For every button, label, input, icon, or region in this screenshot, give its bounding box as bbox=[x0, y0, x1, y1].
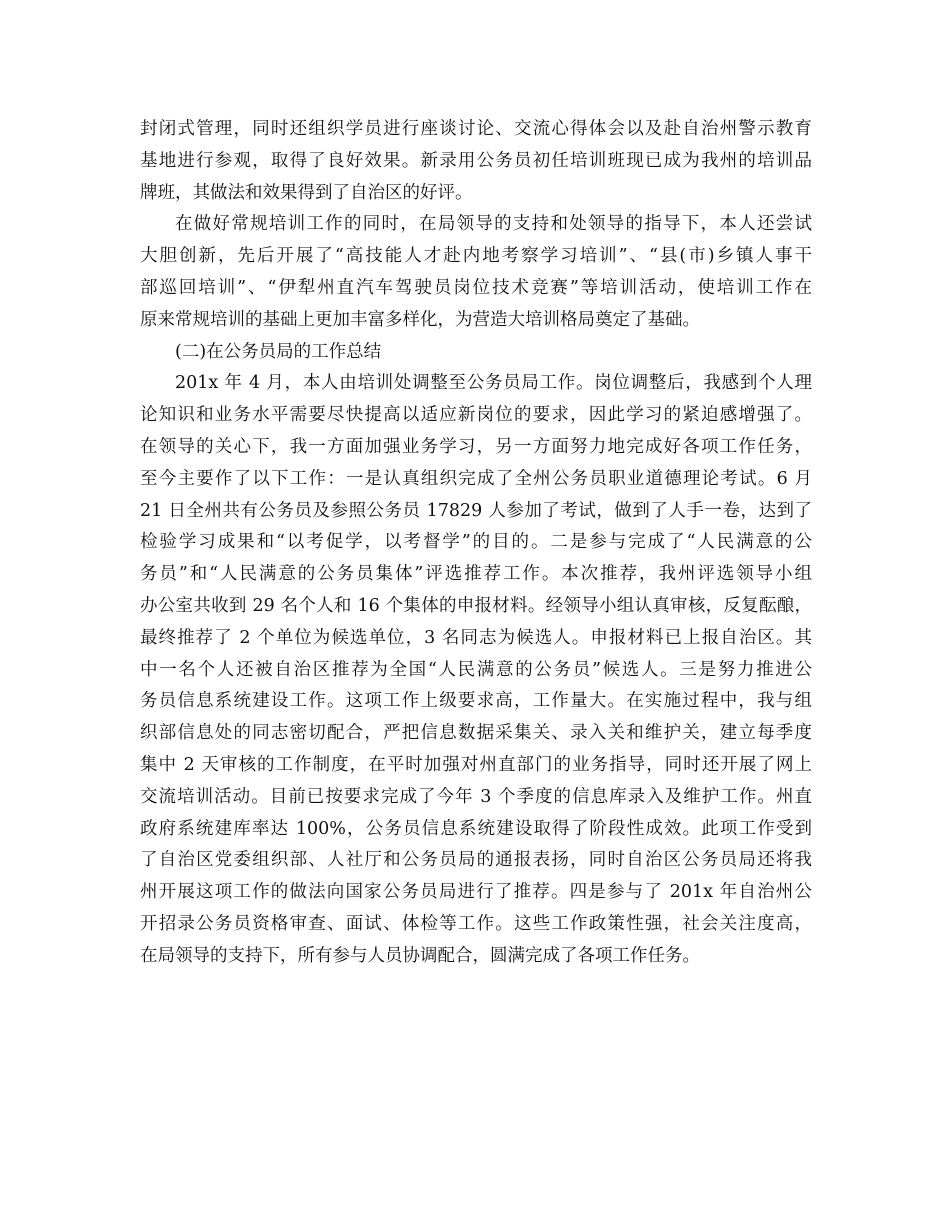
text-line: 封闭式管理，同时还组织学员进行座谈讨论、交流心得体会以及赴自治州警示教育 bbox=[140, 119, 812, 139]
text-line: 政府系统建库率达 100%，公务员信息系统建设取得了阶段性成效。此项工作受到 bbox=[140, 818, 812, 839]
document-body bbox=[140, 114, 812, 973]
text-line: 部巡回培训”、“伊犁州直汽车驾驶员岗位技术竞赛”等培训活动，使培训工作在 bbox=[140, 277, 812, 298]
text-line: 牌班，其做法和效果得到了自治区的好评。 bbox=[140, 182, 473, 203]
text-line: 在领导的关心下，我一方面加强业务学习，另一方面努力地完成好各项工作任务， bbox=[140, 436, 812, 457]
text-line: 集中 2 天审核的工作制度，在平时加强对州直部门的业务指导，同时还开展了网上 bbox=[140, 754, 812, 775]
text-line: 大胆创新，先后开展了“高技能人才赴内地考察学习培训”、“县(市)乡镇人事干 bbox=[140, 246, 812, 267]
text-line: 基地进行参观，取得了良好效果。新录用公务员初任培训班现已成为我州的培训品 bbox=[140, 150, 812, 171]
text-line: 开招录公务员资格审查、面试、体检等工作。这些工作政策性强，社会关注度高， bbox=[140, 913, 812, 934]
text-line: 21 日全州共有公务员及参照公务员 17829 人参加了考试，做到了人手一卷，达到了 bbox=[140, 500, 812, 521]
text-line: 至今主要作了以下工作：一是认真组织完成了全州公务员职业道德理论考试。6 月 bbox=[140, 468, 812, 489]
text-line: 原来常规培训的基础上更加丰富多样化，为营造大培训格局奠定了基础。 bbox=[140, 309, 700, 330]
text-line: 务员信息系统建设工作。这项工作上级要求高，工作量大。在实施过程中，我与组 bbox=[140, 691, 812, 712]
text-line: 织部信息处的同志密切配合，严把信息数据采集关、录入关和维护关，建立每季度 bbox=[140, 723, 812, 744]
text-line: 了自治区党委组织部、人社厅和公务员局的通报表扬，同时自治区公务员局还将我 bbox=[140, 850, 812, 871]
section-heading: (二)在公务员局的工作总结 bbox=[175, 341, 382, 362]
text-line: 在局领导的支持下，所有参与人员协调配合，圆满完成了各项工作任务。 bbox=[140, 945, 700, 966]
text-line: 办公室共收到 29 名个人和 16 个集体的申报材料。经领导小组认真审核，反复酝酿， bbox=[140, 595, 812, 616]
text-line: 务员”和“人民满意的公务员集体”评选推荐工作。本次推荐，我州评选领导小组 bbox=[140, 564, 812, 585]
paragraph-first-line: 201x 年 4 月，本人由培训处调整至公务员局工作。岗位调整后，我感到个人理 bbox=[175, 373, 812, 394]
text-line: 论知识和业务水平需要尽快提高以适应新岗位的要求，因此学习的紧迫感增强了。 bbox=[140, 405, 812, 426]
text-line: 最终推荐了 2 个单位为候选单位，3 名同志为候选人。申报材料已上报自治区。其 bbox=[140, 627, 812, 648]
text-line: 中一名个人还被自治区推荐为全国“人民满意的公务员”候选人。三是努力推进公 bbox=[140, 659, 812, 680]
text-line: 州开展这项工作的做法向国家公务员局进行了推荐。四是参与了 201x 年自治州公 bbox=[140, 882, 812, 903]
text-line: 检验学习成果和“以考促学，以考督学”的目的。二是参与完成了“人民满意的公 bbox=[140, 532, 812, 553]
paragraph-first-line: 在做好常规培训工作的同时，在局领导的支持和处领导的指导下，本人还尝试 bbox=[175, 214, 812, 235]
text-line: 交流培训活动。目前已按要求完成了今年 3 个季度的信息库录入及维护工作。州直 bbox=[140, 786, 812, 807]
